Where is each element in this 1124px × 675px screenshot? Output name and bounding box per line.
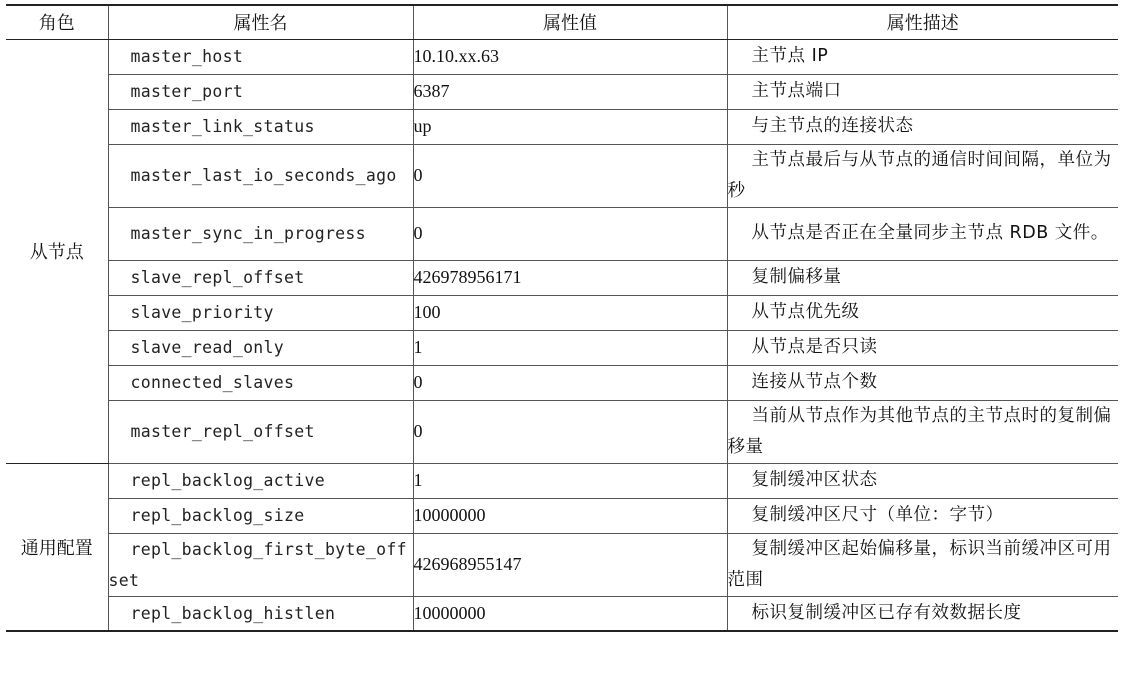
attr-name-cell: master_last_io_seconds_ago	[108, 144, 413, 207]
attr-desc-cell: 从节点是否只读	[727, 330, 1118, 365]
table-row	[6, 330, 1118, 365]
header-role: 角色	[6, 5, 108, 39]
table-row	[6, 74, 1118, 109]
attr-value-cell: 100	[413, 295, 727, 330]
attr-desc-cell: 连接从节点个数	[727, 365, 1118, 400]
attr-name-cell: repl_backlog_histlen	[108, 596, 413, 631]
attr-name-cell: repl_backlog_first_byte_offset	[108, 533, 413, 596]
replication-info-table	[6, 4, 1118, 632]
table-row	[6, 260, 1118, 295]
attr-name-cell: master_host	[108, 39, 413, 74]
attr-name-cell: slave_read_only	[108, 330, 413, 365]
attr-desc-cell: 标识复制缓冲区已存有效数据长度	[727, 596, 1118, 631]
header-name: 属性名	[108, 5, 413, 39]
attr-value-cell: 0	[413, 207, 727, 260]
table-row	[6, 365, 1118, 400]
table-row	[6, 39, 1118, 74]
attr-name-cell: connected_slaves	[108, 365, 413, 400]
attr-desc-cell: 复制偏移量	[727, 260, 1118, 295]
attr-name-cell: master_sync_in_progress	[108, 207, 413, 260]
attr-value-cell: up	[413, 109, 727, 144]
attr-name-cell: master_port	[108, 74, 413, 109]
header-desc: 属性描述	[727, 5, 1118, 39]
role-cell: 通用配置	[6, 463, 108, 631]
attr-name-cell: master_link_status	[108, 109, 413, 144]
header-row	[6, 5, 1118, 39]
table-row	[6, 295, 1118, 330]
attr-name-cell: master_repl_offset	[108, 400, 413, 463]
table-row	[6, 109, 1118, 144]
attr-desc-cell: 从节点优先级	[727, 295, 1118, 330]
attr-desc-cell: 主节点最后与从节点的通信时间间隔，单位为秒	[727, 144, 1118, 207]
attr-desc-cell: 复制缓冲区尺寸（单位：字节）	[727, 498, 1118, 533]
attr-name-cell: repl_backlog_size	[108, 498, 413, 533]
table-row	[6, 498, 1118, 533]
group-slave	[6, 39, 1118, 463]
attr-value-cell: 1	[413, 463, 727, 498]
attr-value-cell: 0	[413, 400, 727, 463]
attr-desc-cell: 主节点端口	[727, 74, 1118, 109]
attr-desc-cell: 复制缓冲区起始偏移量，标识当前缓冲区可用范围	[727, 533, 1118, 596]
attr-desc-cell: 与主节点的连接状态	[727, 109, 1118, 144]
attr-desc-cell: 当前从节点作为其他节点的主节点时的复制偏移量	[727, 400, 1118, 463]
attr-name-cell: slave_repl_offset	[108, 260, 413, 295]
attr-value-cell: 426978956171	[413, 260, 727, 295]
attr-name-cell: repl_backlog_active	[108, 463, 413, 498]
header-value: 属性值	[413, 5, 727, 39]
group-general	[6, 463, 1118, 631]
attr-value-cell: 10.10.xx.63	[413, 39, 727, 74]
table-row	[6, 533, 1118, 596]
attr-value-cell: 10000000	[413, 596, 727, 631]
table-row	[6, 463, 1118, 498]
attr-value-cell: 6387	[413, 74, 727, 109]
attr-desc-cell: 主节点 IP	[727, 39, 1118, 74]
attr-value-cell: 426968955147	[413, 533, 727, 596]
attr-name-cell: slave_priority	[108, 295, 413, 330]
table-row	[6, 400, 1118, 463]
table-row	[6, 207, 1118, 260]
attr-value-cell: 10000000	[413, 498, 727, 533]
table-row	[6, 596, 1118, 631]
attr-desc-cell: 复制缓冲区状态	[727, 463, 1118, 498]
attr-value-cell: 0	[413, 144, 727, 207]
role-cell: 从节点	[6, 39, 108, 463]
attr-value-cell: 0	[413, 365, 727, 400]
attr-value-cell: 1	[413, 330, 727, 365]
attr-desc-cell: 从节点是否正在全量同步主节点 RDB 文件。	[727, 207, 1118, 260]
table-row	[6, 144, 1118, 207]
